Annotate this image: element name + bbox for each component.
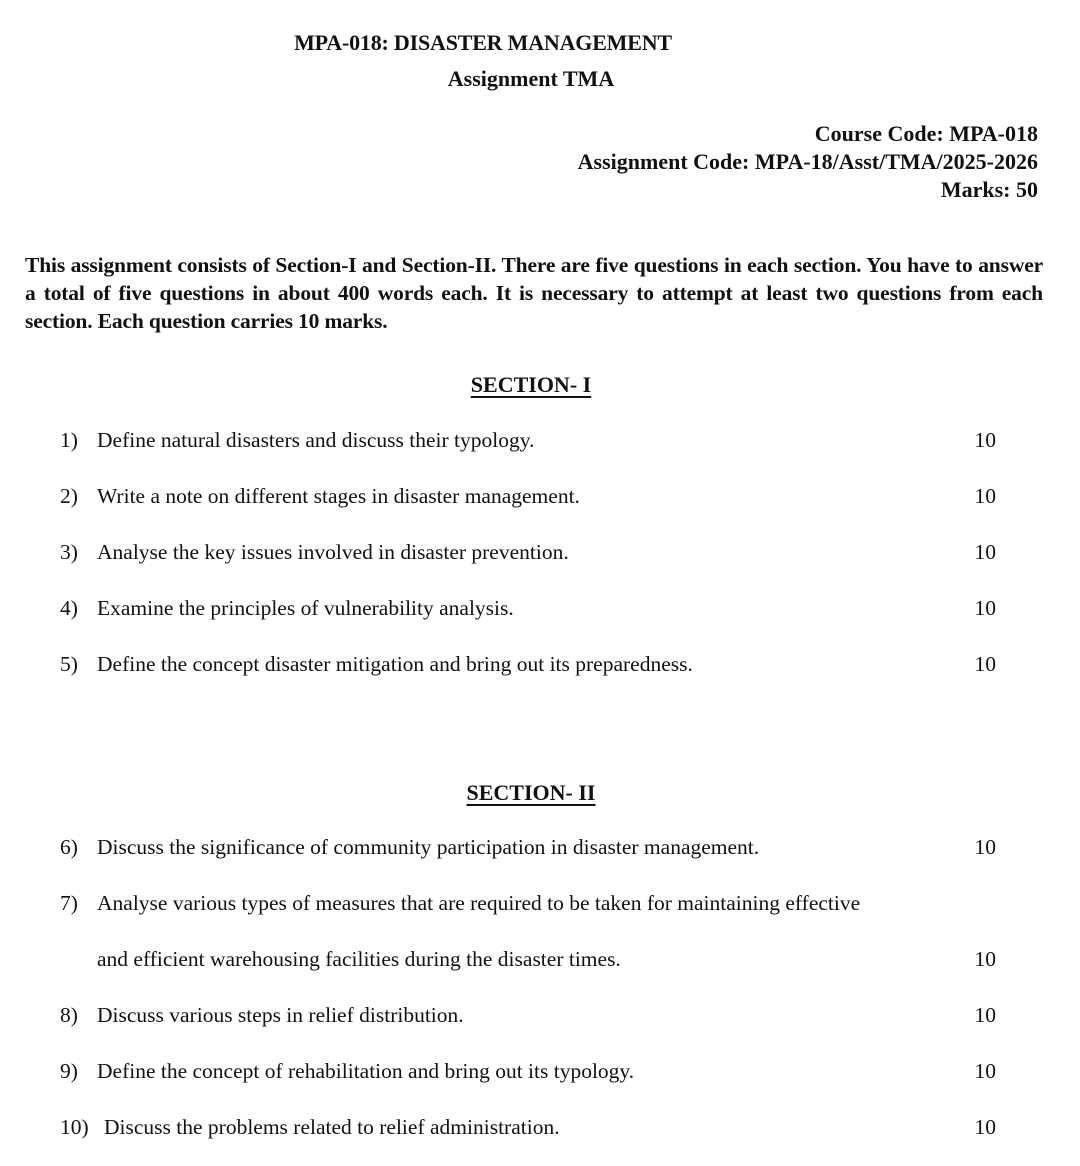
question-marks: 10 (974, 652, 996, 676)
question-marks: 10 (974, 1115, 996, 1139)
question-text: Analyse various types of measures that are required to be taken for maintaining effective (97, 891, 861, 915)
question-marks: 10 (974, 1059, 996, 1083)
question-marks: 10 (974, 540, 996, 564)
question-number: 10) (60, 1115, 89, 1139)
question-number: 8) (60, 1003, 78, 1027)
question-marks: 10 (974, 1003, 996, 1027)
document-title: MPA-018: DISASTER MANAGEMENT (294, 30, 672, 55)
question-number: 5) (60, 652, 78, 676)
question-text: Define natural disasters and discuss their typology. (97, 428, 535, 452)
course-code: Course Code: MPA-018 (814, 121, 1038, 146)
question-text: Discuss various steps in relief distribution. (97, 1003, 464, 1027)
question-number: 9) (60, 1059, 78, 1083)
question-number: 7) (60, 891, 78, 915)
assignment-code: Assignment Code: MPA-18/Asst/TMA/2025-2026 (577, 149, 1038, 174)
question-text: Discuss the significance of community participation in disaster management. (97, 835, 760, 859)
question-text: Examine the principles of vulnerability analysis. (97, 596, 514, 620)
question-text: Define the concept disaster mitigation and bring out its preparedness. (97, 652, 693, 676)
total-marks: Marks: 50 (940, 177, 1038, 202)
question-marks: 10 (974, 428, 996, 452)
section-heading-1: SECTION- I (470, 372, 592, 397)
question-marks: 10 (974, 947, 996, 971)
question-number: 1) (60, 428, 78, 452)
question-number: 2) (60, 484, 78, 508)
question-number: 6) (60, 835, 78, 859)
question-text: Write a note on different stages in disaster management. (97, 484, 580, 508)
question-text: Discuss the problems related to relief administration. (104, 1115, 560, 1139)
question-marks: 10 (974, 596, 996, 620)
question-number: 4) (60, 596, 78, 620)
question-text-continued: and efficient warehousing facilities during the disaster times. (97, 947, 621, 971)
question-text: Define the concept of rehabilitation and bring out its typology. (97, 1059, 635, 1083)
question-number: 3) (60, 540, 78, 564)
section-heading-2: SECTION- II (466, 780, 596, 805)
question-marks: 10 (974, 835, 996, 859)
document-subtitle: Assignment TMA (447, 66, 615, 91)
instructions-paragraph: This assignment consists of Section-I and Section-II. There are five questions in each section. You have to answer a total of five questions in about 400 words each. It is necessary to attempt at least two questions from each section. Each question carries 10 marks. (25, 253, 1043, 333)
question-text: Analyse the key issues involved in disaster prevention. (97, 540, 569, 564)
question-marks: 10 (974, 484, 996, 508)
